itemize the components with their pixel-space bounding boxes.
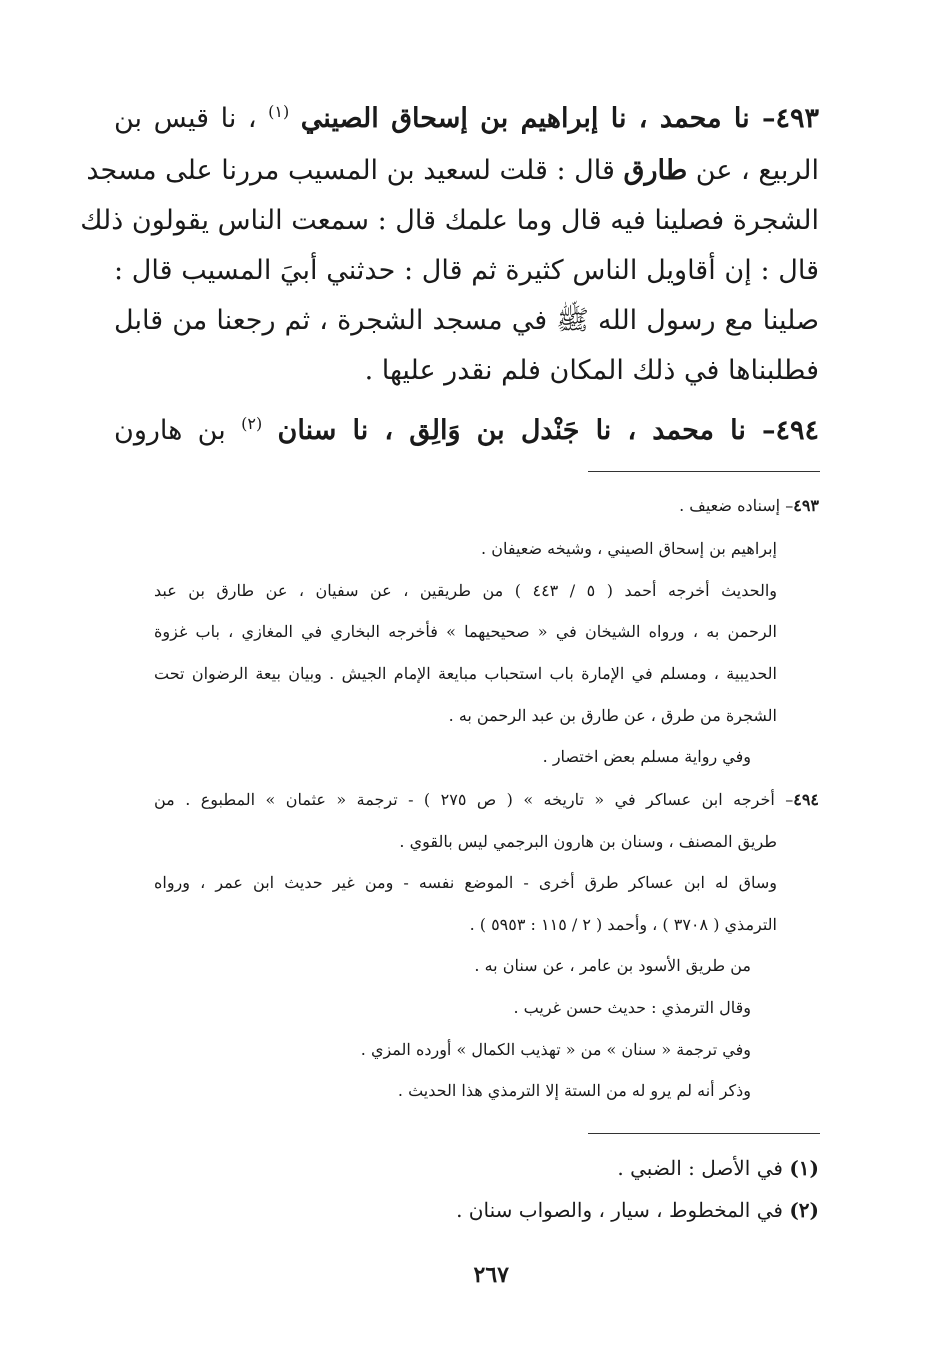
commentary-number-493: ٤٩٣ (793, 496, 819, 515)
main-line-6: فطلبناها في ذلك المكان فلم نقدر عليها . (364, 355, 819, 386)
commentary-494-line-4: الترمذي ( ٣٧٠٨ ) ، وأحمد ( ٢ / ١١٥ : ٥٩٥٣ ) . (469, 915, 777, 934)
footnote-ref-1: (١) (268, 102, 290, 121)
commentary-494-line-7: وفي ترجمة « سنان » من « تهذيب الكمال » أورده المزي . (360, 1040, 751, 1059)
footnote-2-number: (٢) (789, 1198, 819, 1222)
commentary-494-line-1 (154, 785, 819, 815)
commentary-separator (588, 471, 820, 472)
main-line-494 (114, 406, 819, 456)
narrator-name-tariq: طارق (623, 155, 688, 186)
commentary-493-line-2: إبراهيم بن إسحاق الصيني ، وشيخه ضعيفان . (481, 539, 777, 558)
main-line-1-text: – نا محمد ، نا إبراهيم بن إسحاق الصيني (300, 103, 776, 134)
footnote-2 (456, 1192, 819, 1228)
main-line-494-text: – نا محمد ، نا جَنْدل بن وَالِق ، نا سنان (277, 415, 776, 446)
commentary-493-line-3: والحديث أخرجه أحمد ( ٥ / ٤٤٣ ) من طريقين ، عن سفيان ، عن طارق بن عبد (154, 581, 778, 600)
main-line-494-tail: بن هارون (114, 415, 226, 446)
footnotes-separator (588, 1133, 820, 1134)
footnote-1-number: (١) (789, 1156, 819, 1180)
commentary-494-line-1-text: – أخرجه ابن عساكر في « تاريخه » ( ص ٢٧٥ ) - ترجمة « عثمان » المطبوع . من (154, 790, 794, 809)
main-line-2-pre: الربيع ، عن (695, 155, 819, 186)
commentary-493-line-5: الحديبية ، ومسلم في الإمارة باب استحباب مبايعة الإمام الجيش . وبيان بيعة الرضوان تحت (154, 664, 777, 683)
commentary-494-line-2: طريق المصنف ، وسنان بن هارون البرجمي ليس بالقوي . (399, 832, 777, 851)
main-line-4: قال : إن أقاويل الناس كثيرة ثم قال : حدثني أبيَ المسيب قال : (114, 255, 819, 286)
main-line-1 (114, 94, 819, 144)
footnote-2-text: في المخطوط ، سيار ، والصواب سنان . (456, 1198, 783, 1222)
commentary-493-line-1 (679, 491, 819, 521)
commentary-494-line-5: من طريق الأسود بن عامر ، عن سنان به . (474, 956, 751, 975)
main-line-3: الشجرة فصلينا فيه قال وما علمك قال : سمعت الناس يقولون ذلك (80, 205, 819, 236)
commentary-494-line-3: وساق له ابن عساكر طرق أخرى - الموضع نفسه - ومن غير حديث ابن عمر ، ورواه (154, 873, 777, 892)
page-number: ٢٦٧ (473, 1262, 509, 1288)
hadith-number-494: ٤٩٤ (775, 415, 819, 446)
main-line-1-tail: ، نا قيس بن (114, 103, 257, 134)
hadith-number-493: ٤٩٣ (775, 103, 820, 134)
footnote-1-text: في الأصل : الضبي . (617, 1156, 783, 1180)
commentary-number-494: ٤٩٤ (793, 790, 820, 809)
commentary-493-line-6: الشجرة من طرق ، عن طارق بن عبد الرحمن به . (448, 706, 777, 725)
commentary-494-line-6: وقال الترمذي : حديث حسن غريب . (513, 998, 751, 1017)
main-line-2-post: قال : قلت لسعيد بن المسيب مررنا على مسجد (86, 155, 615, 186)
commentary-494-line-8: وذكر أنه لم يرو له من الستة إلا الترمذي هذا الحديث . (397, 1081, 751, 1100)
commentary-493-line-4: الرحمن به ، ورواه الشيخان في « صحيحيهما » فأخرجه البخاري في المغازي ، باب غزوة (154, 622, 777, 641)
commentary-493-line-1-text: – إسناده ضعيف . (679, 496, 794, 515)
main-line-5: صلينا مع رسول الله ﷺ في مسجد الشجرة ، ثم رجعنا من قابل (114, 305, 819, 336)
commentary-493-line-7: وفي رواية مسلم بعض اختصار . (542, 747, 751, 766)
main-line-2 (86, 146, 819, 196)
footnote-ref-2: (٢) (241, 414, 263, 433)
footnote-1 (617, 1150, 819, 1186)
